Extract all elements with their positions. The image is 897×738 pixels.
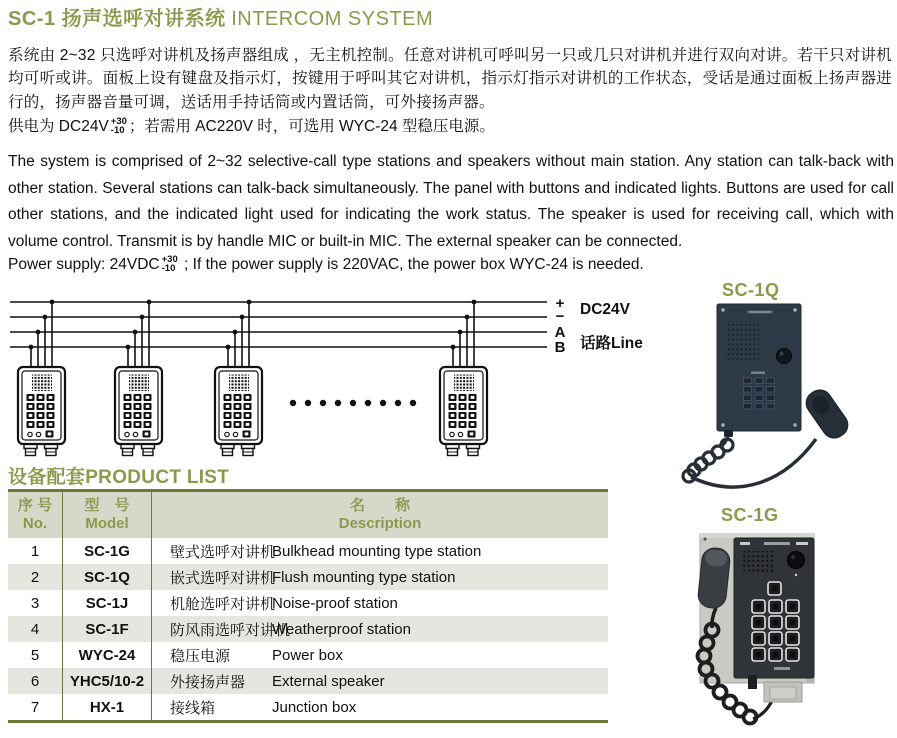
- table-row: [8, 616, 608, 642]
- row-model: SC-1G: [63, 538, 152, 564]
- table-row: [8, 564, 608, 590]
- row-name-en: Noise-proof station: [272, 594, 398, 612]
- row-name-en: Weatherproof station: [272, 620, 411, 638]
- product-list-heading: 设备配套PRODUCT LIST: [8, 467, 230, 488]
- table-body: [8, 538, 608, 720]
- header-no: [8, 492, 63, 538]
- sc1q-label: SC-1Q: [722, 280, 780, 300]
- power-suffix-en: ; If the power supply is 220VAC, the power box WYC-24 is needed.: [179, 256, 644, 273]
- header-description-zh: 名 称: [349, 497, 410, 514]
- tolerance-top: +30: [110, 116, 127, 128]
- header-model: [63, 492, 152, 538]
- bus-label-plus: +: [555, 295, 565, 312]
- page-title-en: INTERCOM SYSTEM: [231, 8, 434, 30]
- speech-line-label: 话路Line: [580, 335, 643, 352]
- power-prefix-zh: 供电为 DC24V: [8, 118, 109, 135]
- row-name-en: Bulkhead mounting type station: [272, 542, 482, 560]
- row-name: [152, 668, 608, 694]
- header-no-zh: 序 号: [17, 497, 53, 514]
- sc1g-photo: [660, 526, 897, 738]
- row-model: SC-1J: [63, 590, 152, 616]
- row-name-zh: 壁式选呼对讲机: [170, 543, 276, 561]
- intro-paragraph-en: The system is comprised of 2~32 selective-call type stations and speakers without main station. Any station can talk-back with other station. Several stations can talk-back simultaneously. The panel with buttons and indicated lights. Buttons are used for call other stations, and the indicated light used for indicating the work status. The speaker is used for receiving call, which with volume control. Transmit is by handle MIC or built-in MIC. The external speaker can be connected.: [8, 153, 894, 250]
- row-name-en: Power box: [272, 646, 343, 664]
- tolerance-bottom: -10: [161, 262, 176, 274]
- row-name-zh: 外接扬声器: [170, 673, 246, 691]
- row-no: 7: [8, 694, 63, 720]
- voltage-tolerance-zh: [111, 118, 127, 135]
- page-title-zh: SC-1 扬声选呼对讲系统: [8, 8, 226, 30]
- row-no: 6: [8, 668, 63, 694]
- dc24v-label: DC24V: [580, 301, 630, 318]
- handset-icon: [801, 385, 852, 443]
- row-name-en: Junction box: [272, 698, 357, 716]
- tolerance-top: +30: [161, 254, 178, 266]
- sc1g-label: SC-1G: [721, 505, 779, 525]
- row-name-zh: 防风雨选呼对讲机: [170, 621, 291, 639]
- row-name: [152, 616, 608, 642]
- voltage-tolerance-en: [162, 256, 178, 273]
- power-prefix-en: Power supply: 24VDC: [8, 256, 160, 273]
- wiring-diagram-drawing: [0, 288, 680, 468]
- row-model: HX-1: [63, 694, 152, 720]
- row-no: 1: [8, 538, 63, 564]
- wiring-diagram: [0, 288, 680, 468]
- intro-paragraph-zh: 系统由 2~32 只选呼对讲机及扬声器组成 ，无主机控制。任意对讲机可呼叫另一只或几只对讲机并进行双向对讲。若干只对讲机均可听或讲。面板上设有键盘及指示灯，按键用于呼叫其它对讲机，指示灯指示对讲机的工作状态，受话是通过面板上扬声器进行的，扬声器音量可调，送话用手持话筒或内置话筒，可外接扬声器。: [8, 47, 892, 111]
- row-no: 3: [8, 590, 63, 616]
- bus-label-minus: −: [555, 308, 565, 325]
- ellipsis-dots: [290, 400, 416, 406]
- row-model: SC-1Q: [63, 564, 152, 590]
- row-name-zh: 接线箱: [170, 699, 216, 717]
- station-n: [440, 300, 487, 456]
- station-1: [18, 300, 65, 456]
- row-name-zh: 机舱选呼对讲机: [170, 595, 276, 613]
- row-no: 4: [8, 616, 63, 642]
- row-model: WYC-24: [63, 642, 152, 668]
- row-model: SC-1F: [63, 616, 152, 642]
- sc1q-photo: [667, 299, 895, 497]
- row-name: [152, 590, 608, 616]
- row-name: [152, 564, 608, 590]
- station-3: [215, 300, 262, 456]
- bus-label-b: B: [554, 339, 566, 356]
- power-supply-line-en: [8, 256, 644, 274]
- station-2: [115, 300, 162, 456]
- page-title: [8, 2, 433, 31]
- table-header-row: [8, 492, 608, 538]
- row-name: [152, 642, 608, 668]
- power-supply-line-zh: [8, 114, 495, 136]
- row-name: [152, 538, 608, 564]
- table-row: [8, 590, 608, 616]
- row-name-en: Flush mounting type station: [272, 568, 456, 586]
- table-row: [8, 668, 608, 694]
- row-name-zh: 稳压电源: [170, 647, 231, 665]
- row-name-zh: 嵌式选呼对讲机: [170, 569, 276, 587]
- header-model-en: Model: [85, 515, 129, 532]
- row-no: 2: [8, 564, 63, 590]
- row-name-en: External speaker: [272, 672, 385, 690]
- table-row: [8, 538, 608, 564]
- row-name: [152, 694, 608, 720]
- header-no-en: No.: [22, 515, 48, 532]
- power-suffix-zh: ；若需用 AC220V 时，可选用 WYC-24 型稳压电源。: [128, 118, 495, 135]
- table-row: [8, 694, 608, 720]
- tolerance-bottom: -10: [110, 124, 125, 136]
- row-no: 5: [8, 642, 63, 668]
- header-description: [152, 492, 608, 538]
- table-row: [8, 642, 608, 668]
- header-description-en: Description: [338, 515, 422, 532]
- header-model-zh: 型 号: [84, 497, 130, 514]
- row-model: YHC5/10-2: [63, 668, 152, 694]
- bus-label-a: A: [554, 324, 566, 341]
- product-table: [8, 489, 608, 723]
